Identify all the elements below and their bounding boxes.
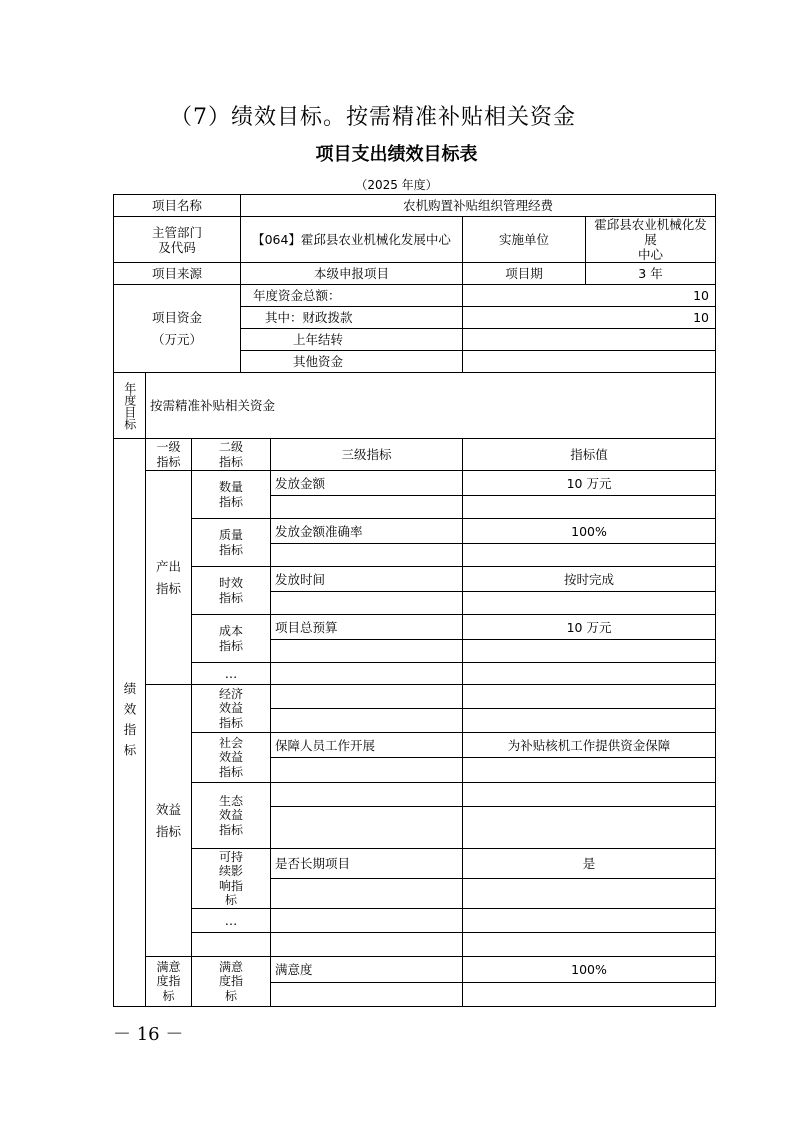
- header-value: 指标值: [463, 439, 716, 471]
- label-economic: 经济 效益 指标: [192, 685, 271, 733]
- table-title: 项目支出绩效目标表: [315, 144, 478, 165]
- value-period: 3 年: [586, 263, 716, 285]
- header-lvl3: 三级指标: [271, 439, 463, 471]
- timeliness-value: 按时完成: [463, 567, 716, 592]
- label-project-name: 项目名称: [114, 195, 241, 217]
- value-carryover: [463, 329, 716, 351]
- label-satisfaction-lvl1: 满意 度指 标: [146, 957, 192, 1007]
- social-value: 为补贴核机工作提供资金保障: [463, 733, 716, 758]
- label-ecological: 生态 效益 指标: [192, 783, 271, 849]
- quality-name: 发放金额准确率: [271, 519, 463, 544]
- label-annual-goal: 年度目标: [122, 381, 137, 430]
- value-source: 本级申报项目: [241, 263, 463, 285]
- label-satisfaction-lvl2: 满意 度指 标: [192, 957, 271, 1007]
- label-impl-unit: 实施单位: [463, 217, 586, 263]
- label-social: 社会 效益 指标: [192, 733, 271, 783]
- performance-goal-table: [113, 194, 716, 1007]
- label-cost: 成本 指标: [192, 615, 271, 663]
- label-output: 产出 指标: [146, 471, 192, 685]
- value-fiscal: 10: [463, 307, 716, 329]
- label-timeliness: 时效 指标: [192, 567, 271, 615]
- label-dept: 主管部门 及代码: [114, 217, 241, 263]
- label-annual-total: 年度资金总额：: [241, 285, 463, 307]
- sustain-name: 是否长期项目: [271, 849, 463, 879]
- label-period: 项目期: [463, 263, 586, 285]
- label-quality: 质量 指标: [192, 519, 271, 567]
- value-annual-total: 10: [463, 285, 716, 307]
- header-lvl2: 二级 指标: [192, 439, 271, 471]
- value-project-name: 农机购置补贴组织管理经费: [241, 195, 716, 217]
- page-number: － 16 －: [113, 1024, 184, 1045]
- value-dept: 【064】霍邱县农业机械化发展中心: [241, 217, 463, 263]
- qty-value: 10 万元: [463, 471, 716, 496]
- qty-name: 发放金额: [271, 471, 463, 496]
- timeliness-name: 发放时间: [271, 567, 463, 592]
- sustain-value: 是: [463, 849, 716, 879]
- label-fiscal: 其中：财政拨款: [241, 307, 463, 329]
- output-ellipsis: …: [192, 663, 271, 685]
- label-benefit: 效益 指标: [146, 685, 192, 957]
- value-other: [463, 351, 716, 373]
- social-name: 保障人员工作开展: [271, 733, 463, 758]
- label-other: 其他资金: [241, 351, 463, 373]
- section-heading: （7）绩效目标。按需精准补贴相关资金: [170, 105, 576, 130]
- table-year: （2025 年度）: [355, 178, 438, 192]
- value-annual-goal: 按需精准补贴相关资金: [146, 373, 716, 439]
- value-impl-unit: 霍邱县农业机械化发展 中心: [586, 217, 716, 263]
- satisfaction-name: 满意度: [271, 957, 463, 983]
- benefit-ellipsis: …: [192, 909, 271, 933]
- label-carryover: 上年结转: [241, 329, 463, 351]
- satisfaction-value: 100%: [463, 957, 716, 983]
- label-qty: 数量 指标: [192, 471, 271, 519]
- label-sustain: 可持 续影 响指 标: [192, 849, 271, 909]
- cost-name: 项目总预算: [271, 615, 463, 640]
- header-lvl1: 一级 指标: [146, 439, 192, 471]
- label-perf-indicator: 绩效指标: [122, 681, 137, 764]
- label-source: 项目来源: [114, 263, 241, 285]
- quality-value: 100%: [463, 519, 716, 544]
- label-funds: 项目资金 （万元）: [114, 285, 241, 373]
- cost-value: 10 万元: [463, 615, 716, 640]
